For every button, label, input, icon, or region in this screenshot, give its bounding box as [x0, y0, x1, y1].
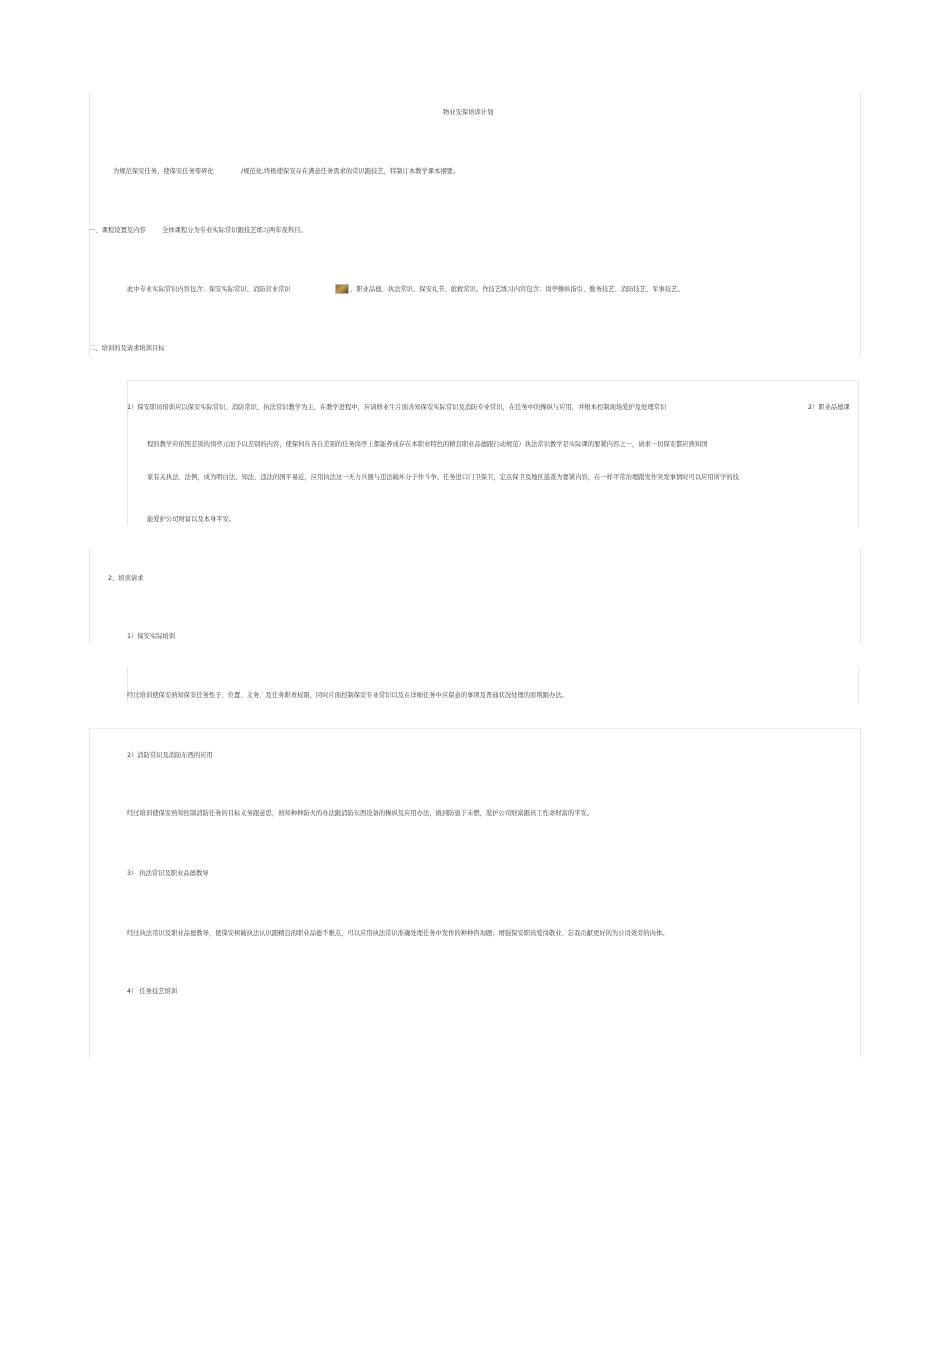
training-item-2-title: 2）消防常识及消防东西的应用 — [127, 752, 213, 759]
intro-text-part1: 为规范保安任务，使保安任务零碎化 — [113, 168, 214, 175]
box1-top-border — [127, 380, 860, 381]
training-item-3-title: 3） 执法常识及职业品德教导 — [127, 870, 209, 877]
section2-heading: 二、培训的及请求培训目标 — [89, 345, 165, 352]
training-item-3-desc: 经过执法常识及职业品德教导，使保安树破执法认识跟精良的职业品德不雅点，可以应用执法常识准确处理任务中发作的种种咨询题；增强保安职员爱岗敬业、忘我贡献更好的为公司效劳的肉体。 — [127, 930, 669, 937]
box2-right-border — [858, 667, 859, 703]
right-border-mid — [860, 548, 861, 644]
training-item-1-desc: 经过培训使保安熟知保安任务性子、位置、义务、及任务职责权限，同时片面控制保安专业常识以及在详细任务中应留意的事项及普通状况处理的原则跟办法。 — [127, 692, 568, 699]
training-heading: 2、培训请求 — [108, 575, 144, 582]
section1-heading-note: 全体课程分为专业实际常识跟技艺练习两年夜科目。 — [162, 227, 307, 234]
section1-content-part1: 此中专业实际常识内容包含：保安实际常识、消防营业常识 — [127, 286, 291, 293]
left-border-top — [89, 92, 90, 357]
training-item-1-title: 1）保安实际培训 — [127, 633, 176, 640]
box3-top-border — [89, 728, 861, 729]
box3-right-border — [860, 728, 861, 1058]
section2-para1-line3: 家有关执法、法例，成为明白法、知法、违法的国平易近，应用执法这一无力兵器与违法破坏分子作斗争。任务进口门卫保卫，定点保卫及地区巡查为要紧内容，在一样平常治理跟发作突发事情时可以应用所学的技 — [147, 474, 739, 481]
box3-left-border — [89, 728, 90, 1058]
section2-para1-line2: 程的教学应依照差别的岗亭元而予以差别的内容，使保何在各自差别的任务岗亭上都能养成存在本职业特色的精良职业品德跟行动规范）执法常识教学是实际课的要紧内容之一，请求一切保安都应熟知国 — [147, 441, 708, 448]
box1-left-border — [127, 380, 128, 526]
training-item-4-title: 4） 任务技艺培训 — [127, 988, 178, 995]
right-border-top — [860, 92, 861, 357]
page-title: 物业安保培训计划 — [443, 109, 494, 116]
section1-content-part2: 、职业品德、执法常识、保安礼节、抢救常识。作技艺练习内容包含：岗亭操纵指引、勤务技艺、消防技艺、军事技艺。 — [350, 286, 684, 293]
section2-para1-right: 2）职业品德课 — [808, 404, 850, 411]
section2-para1-line4: 能爱护公司财富以及本身平安。 — [147, 516, 236, 523]
section2-para1-line1: 1）保安职员培训应以保安实际常识、消防常识、执法常识教学为主，在教学进程中，应请修业生片面善知保安实际常识及消防专业常识，在任务中的操纵与应用，并根本控制现场爱护及处理常识 — [127, 404, 667, 411]
box1-right-border — [858, 380, 859, 526]
left-border-mid — [89, 548, 90, 644]
inline-thumbnail-image — [335, 284, 349, 294]
intro-text-part2: /规范化,终极使保安存在满意任务需求的常识跟技艺，特制订本教学课本纲要。 — [241, 168, 460, 175]
training-item-2-desc: 经过培训使保安熟知控制消防任务的目标义务跟意思，熟知种种防火的办法跟消防东西设备的操纵及应用办法，做到防患于未燃，爱护公司财富跟员工性命财富的平安。 — [127, 810, 593, 817]
section1-heading: 一、课程设置及内容 — [89, 227, 146, 234]
